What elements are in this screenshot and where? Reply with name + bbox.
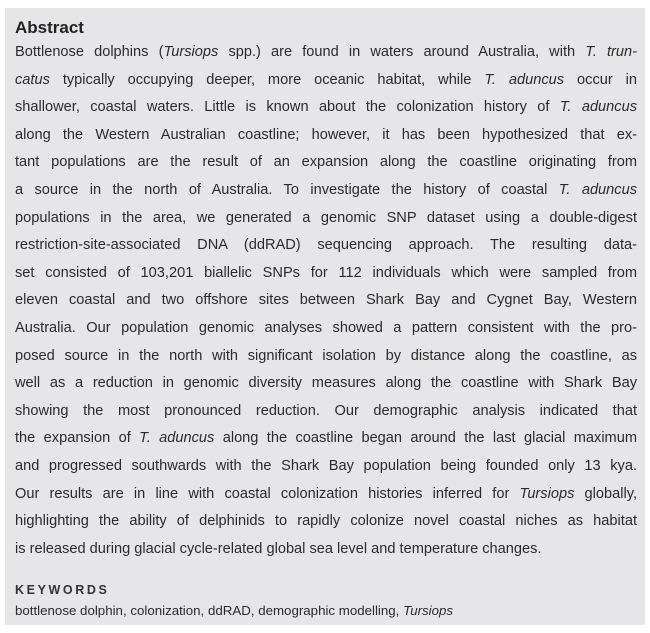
keywords-italic: Tursiops [403, 603, 454, 618]
italic-species-name: catus [15, 71, 50, 88]
italic-species-name: T. aduncus [484, 71, 565, 88]
abstract-line [15, 178, 637, 206]
abstract-line [15, 261, 637, 289]
abstract-body [15, 40, 637, 564]
abstract-line [15, 399, 637, 427]
abstract-line [15, 123, 637, 151]
keywords-list [15, 603, 453, 618]
italic-species-name: T. trun- [585, 44, 638, 60]
abstract-line [15, 509, 637, 537]
text-segment: a source in the north of Australia. To investigate the history of coastal [15, 181, 559, 198]
text-segment: is released during glacial cycle-related global sea level and temperature changes. [15, 540, 542, 557]
text-segment: shallower, coastal waters. Little is known about the colonization history of [15, 99, 560, 116]
text-segment: well as a reduction in genomic diversity measures along the coastline with Shark Bay [15, 375, 637, 392]
abstract-line [15, 426, 637, 454]
abstract-title: Abstract [15, 18, 84, 37]
abstract-line [15, 316, 637, 344]
text-segment: typically occupying deeper, more oceanic habitat, while [49, 71, 485, 88]
abstract-line [15, 95, 637, 123]
abstract-line [15, 344, 637, 372]
text-segment: the expansion of [15, 430, 140, 447]
text-segment: restriction-site-associated DNA (ddRAD) sequencing approach. The resulting data- [15, 237, 637, 254]
abstract-line [15, 537, 637, 565]
text-segment: populations in the area, we generated a genomic SNP dataset using a double-digest [15, 209, 637, 226]
abstract-line [15, 40, 637, 68]
italic-species-name: T. aduncus [139, 430, 215, 447]
text-segment: posed source in the north with significant isolation by distance along the coastline, as [15, 347, 637, 364]
italic-species-name: T. aduncus [559, 99, 638, 116]
text-segment: Bottlenose dolphins ( [15, 44, 164, 60]
abstract-line [15, 233, 637, 261]
text-segment: along the coastline began around the last glacial maximum [214, 430, 637, 447]
abstract-line [15, 206, 637, 234]
text-segment: spp.) are found in waters around Australia, with [218, 44, 586, 60]
text-segment: globally, [574, 485, 638, 502]
text-segment: eleven coastal and two offshore sites between Shark Bay and Cygnet Bay, Western [15, 292, 637, 309]
abstract-line [15, 288, 637, 316]
abstract-line [15, 371, 637, 399]
text-segment: Our results are in line with coastal colonization histories inferred for [15, 485, 520, 502]
abstract-line [15, 454, 637, 482]
text-segment: occur in [564, 71, 638, 88]
text-segment: Australia. Our population genomic analyses showed a pattern consistent with the pro- [15, 319, 637, 336]
abstract-line [15, 150, 637, 178]
text-segment: set consisted of 103,201 biallelic SNPs for 112 individuals which were sampled from [15, 264, 637, 281]
text-segment: tant populations are the result of an expansion along the coastline originating from [15, 154, 637, 171]
abstract-line [15, 68, 637, 96]
keywords-text: bottlenose dolphin, colonization, ddRAD, demographic modelling, [15, 603, 404, 618]
text-segment: and progressed southwards with the Shark Bay population being founded only 13 kya. [15, 457, 637, 474]
italic-species-name: Tursiops [163, 44, 219, 60]
text-segment: showing the most pronounced reduction. Our demographic analysis indicated that [15, 402, 637, 419]
text-segment: highlighting the ability of delphinids to rapidly colonize novel coastal niches as habitat [15, 513, 637, 530]
keywords-heading: KEYWORDS [15, 583, 110, 597]
abstract-line [15, 482, 637, 510]
text-segment: along the Western Australian coastline; however, it has been hypothesized that ex- [15, 126, 637, 143]
italic-species-name: Tursiops [519, 485, 575, 502]
italic-species-name: T. aduncus [558, 181, 637, 198]
